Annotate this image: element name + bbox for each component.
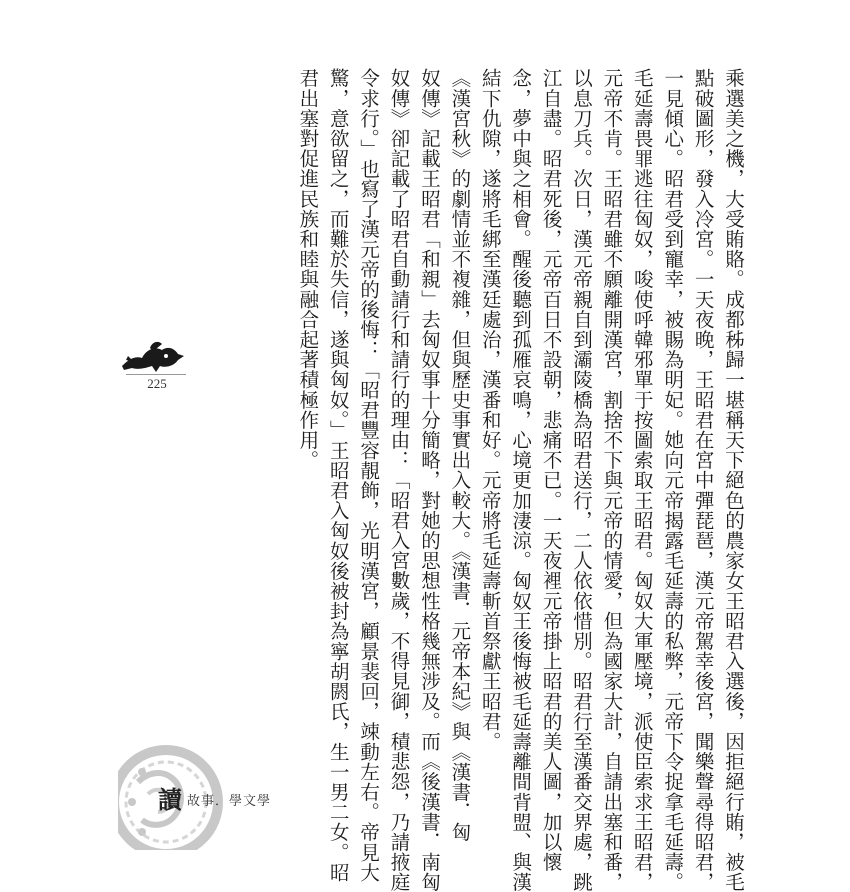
text-column: 點破圖形，發入冷宮。一天夜晚，王昭君在宮中彈琵琶，漢元帝駕幸後宮，聞樂聲尋得昭君，	[691, 68, 715, 892]
horse-rider-icon	[116, 336, 188, 376]
page-number-rule	[126, 374, 186, 375]
text-column: 奴傳》卻記載了昭君自動請行和請行的理由：「昭君入宮數歲，不得見御，積悲怨，乃請掖庭	[387, 68, 411, 892]
series-title-text: 故事．學文學	[187, 794, 272, 809]
text-column: 驚，意欲留之，而難於失信，遂與匈奴。」王昭君入匈奴後被封為寧胡閼氏，生一男二女。昭	[326, 68, 350, 883]
text-column: 奴傳》記載王昭君「和親」去匈奴事十分簡略，對她的思想性格幾無涉及。而《後漢書．南匈	[417, 68, 441, 892]
text-column: 結下仇隙，遂將毛綁至漢廷處治，漢番和好。元帝將毛延壽斬首祭獻王昭君。	[478, 68, 502, 752]
series-title	[158, 780, 271, 815]
text-column: 一見傾心。昭君受到寵幸，被賜為明妃。她向元帝揭露毛延壽的私弊，元帝下令捉拿毛延壽。	[661, 68, 685, 892]
text-column: 元帝不肯。王昭君雖不願離開漢宮，割捨不下與元帝的情愛，但為國家大計，自請出塞和番，	[600, 68, 624, 892]
text-column: 毛延壽畏罪逃往匈奴，唆使呼韓邪單于按圖索取王昭君。匈奴大軍壓境，派使臣索求王昭君，	[630, 68, 654, 892]
page-number: 225	[147, 376, 167, 391]
text-column: 君出塞對促進民族和睦與融合起著積極作用。	[296, 68, 320, 470]
text-column: 江自盡。昭君死後，元帝百日不設朝，悲痛不已。一天夜裡元帝掛上昭君的美人圖，加以懷	[539, 68, 563, 872]
series-title-mark: 讀	[158, 785, 183, 814]
text-column: 《漢宮秋》的劇情並不複雜，但與歷史事實出入較大。《漢書．元帝本紀》與《漢書．匈	[448, 68, 472, 843]
text-column: 念，夢中與之相會。醒後聽到孤雁哀鳴，心境更加淒涼。匈奴王後悔被毛延壽離間背盟、與漢	[509, 68, 533, 892]
text-column: 以息刀兵。次日，漢元帝親自到灞陵橋為昭君送行，二人依依惜別。昭君行至漢番交界處，跳	[569, 68, 593, 892]
text-column: 乘選美之機，大受賄賂。成都秭歸一堪稱天下絕色的農家女王昭君入選後，因拒絕行賄，被毛	[722, 68, 745, 892]
text-column: 令求行。」也寫了漢元帝的後悔：「昭君豐容靚飾，光明漢宮，顧景裴回，竦動左右。帝見大	[357, 68, 381, 883]
